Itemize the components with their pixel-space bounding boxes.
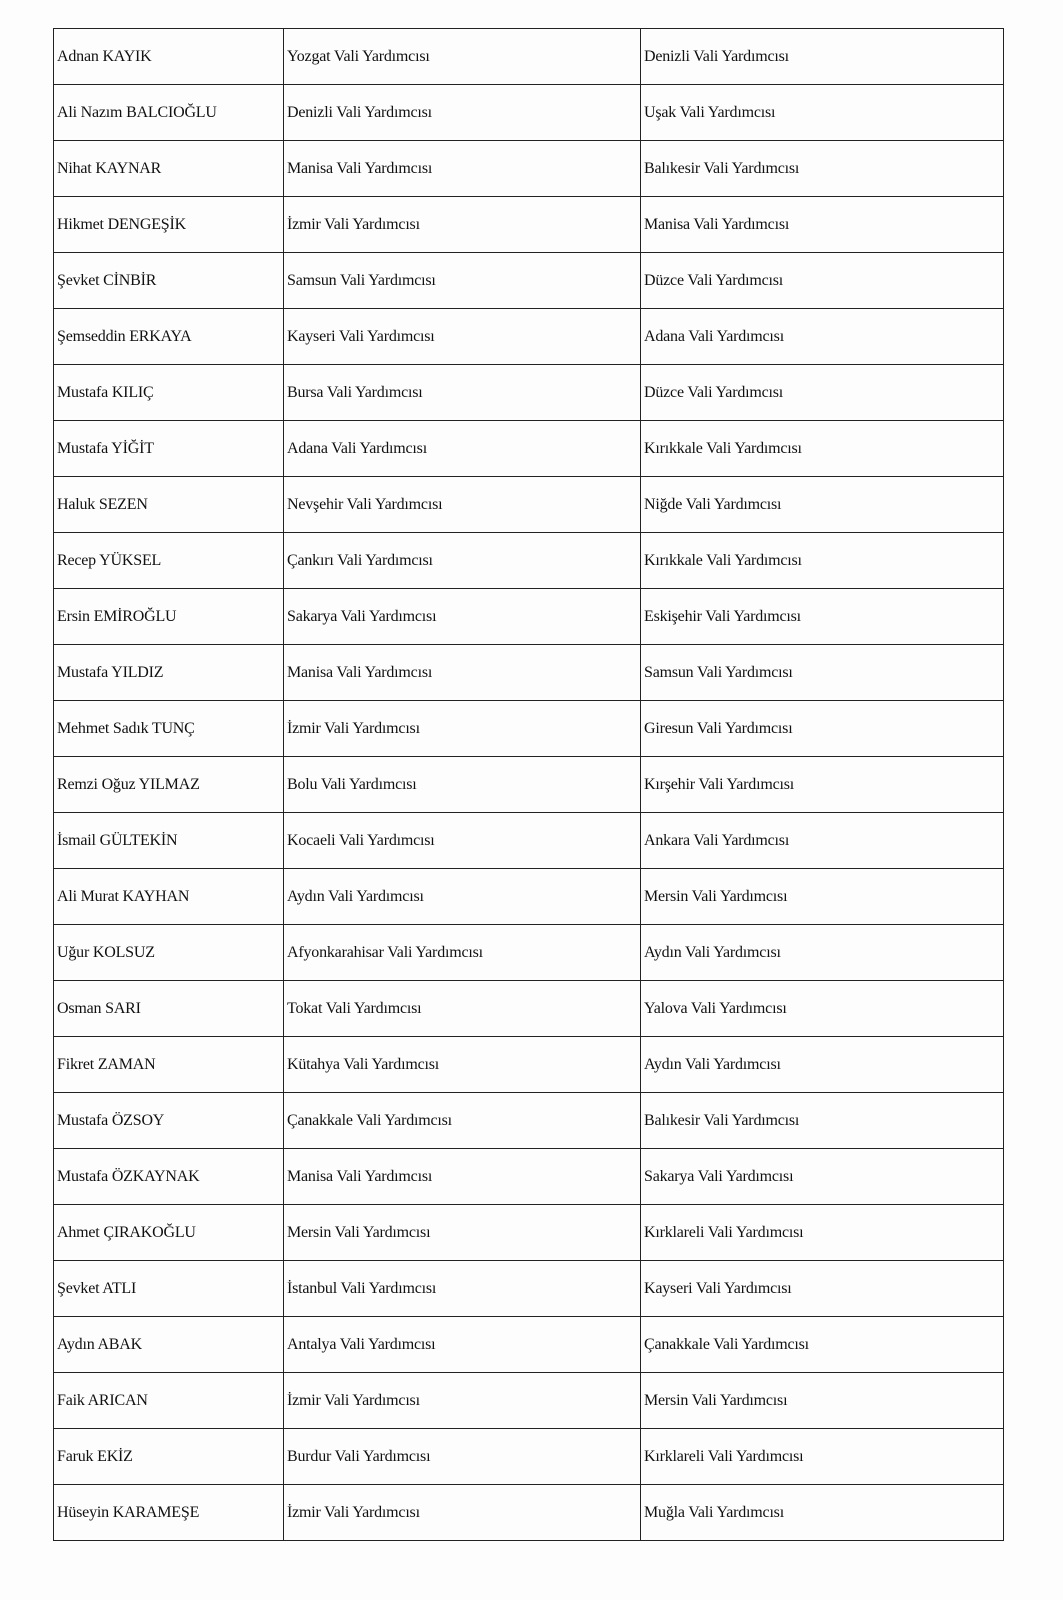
current-post-cell: Bolu Vali Yardımcısı [284, 757, 641, 813]
current-post-cell: Kütahya Vali Yardımcısı [284, 1037, 641, 1093]
person-name-cell: Mustafa YILDIZ [54, 645, 284, 701]
table-row [54, 85, 1004, 141]
current-post-cell: Yozgat Vali Yardımcısı [284, 29, 641, 85]
person-name-cell: Osman SARI [54, 981, 284, 1037]
current-post-cell: Samsun Vali Yardımcısı [284, 253, 641, 309]
current-post-cell: Tokat Vali Yardımcısı [284, 981, 641, 1037]
current-post-cell: Denizli Vali Yardımcısı [284, 85, 641, 141]
new-post-cell: Mersin Vali Yardımcısı [641, 1373, 1004, 1429]
new-post-cell: Ankara Vali Yardımcısı [641, 813, 1004, 869]
current-post-cell: Antalya Vali Yardımcısı [284, 1317, 641, 1373]
person-name-cell: Mustafa KILIÇ [54, 365, 284, 421]
new-post-cell: Kırklareli Vali Yardımcısı [641, 1429, 1004, 1485]
table-row [54, 645, 1004, 701]
current-post-cell: Manisa Vali Yardımcısı [284, 1149, 641, 1205]
person-name-cell: İsmail GÜLTEKİN [54, 813, 284, 869]
table-row [54, 1205, 1004, 1261]
table-row [54, 1429, 1004, 1485]
new-post-cell: Aydın Vali Yardımcısı [641, 925, 1004, 981]
new-post-cell: Balıkesir Vali Yardımcısı [641, 1093, 1004, 1149]
table-row [54, 1093, 1004, 1149]
table-row [54, 29, 1004, 85]
table-row [54, 869, 1004, 925]
table-row [54, 925, 1004, 981]
current-post-cell: Sakarya Vali Yardımcısı [284, 589, 641, 645]
new-post-cell: Uşak Vali Yardımcısı [641, 85, 1004, 141]
current-post-cell: İzmir Vali Yardımcısı [284, 197, 641, 253]
new-post-cell: Samsun Vali Yardımcısı [641, 645, 1004, 701]
current-post-cell: Aydın Vali Yardımcısı [284, 869, 641, 925]
current-post-cell: Burdur Vali Yardımcısı [284, 1429, 641, 1485]
new-post-cell: Balıkesir Vali Yardımcısı [641, 141, 1004, 197]
person-name-cell: Hüseyin KARAMEŞE [54, 1485, 284, 1541]
person-name-cell: Ali Murat KAYHAN [54, 869, 284, 925]
table-row [54, 813, 1004, 869]
person-name-cell: Remzi Oğuz YILMAZ [54, 757, 284, 813]
new-post-cell: Düzce Vali Yardımcısı [641, 253, 1004, 309]
table-row [54, 1037, 1004, 1093]
new-post-cell: Adana Vali Yardımcısı [641, 309, 1004, 365]
new-post-cell: Kırıkkale Vali Yardımcısı [641, 533, 1004, 589]
current-post-cell: Manisa Vali Yardımcısı [284, 141, 641, 197]
table-row [54, 1149, 1004, 1205]
person-name-cell: Şevket CİNBİR [54, 253, 284, 309]
current-post-cell: İzmir Vali Yardımcısı [284, 1485, 641, 1541]
person-name-cell: Mehmet Sadık TUNÇ [54, 701, 284, 757]
current-post-cell: Nevşehir Vali Yardımcısı [284, 477, 641, 533]
new-post-cell: Manisa Vali Yardımcısı [641, 197, 1004, 253]
table-row [54, 757, 1004, 813]
person-name-cell: Uğur KOLSUZ [54, 925, 284, 981]
person-name-cell: Mustafa ÖZKAYNAK [54, 1149, 284, 1205]
current-post-cell: Kocaeli Vali Yardımcısı [284, 813, 641, 869]
table-row [54, 701, 1004, 757]
current-post-cell: İzmir Vali Yardımcısı [284, 1373, 641, 1429]
current-post-cell: Mersin Vali Yardımcısı [284, 1205, 641, 1261]
new-post-cell: Niğde Vali Yardımcısı [641, 477, 1004, 533]
new-post-cell: Yalova Vali Yardımcısı [641, 981, 1004, 1037]
current-post-cell: Çanakkale Vali Yardımcısı [284, 1093, 641, 1149]
table-row [54, 981, 1004, 1037]
new-post-cell: Sakarya Vali Yardımcısı [641, 1149, 1004, 1205]
current-post-cell: İzmir Vali Yardımcısı [284, 701, 641, 757]
table-row [54, 1317, 1004, 1373]
person-name-cell: Şemseddin ERKAYA [54, 309, 284, 365]
person-name-cell: Aydın ABAK [54, 1317, 284, 1373]
current-post-cell: Kayseri Vali Yardımcısı [284, 309, 641, 365]
new-post-cell: Kayseri Vali Yardımcısı [641, 1261, 1004, 1317]
table-row [54, 365, 1004, 421]
table-row [54, 1261, 1004, 1317]
table-row [54, 197, 1004, 253]
current-post-cell: Manisa Vali Yardımcısı [284, 645, 641, 701]
person-name-cell: Haluk SEZEN [54, 477, 284, 533]
new-post-cell: Denizli Vali Yardımcısı [641, 29, 1004, 85]
table-row [54, 477, 1004, 533]
table-row [54, 1485, 1004, 1541]
person-name-cell: Ali Nazım BALCIOĞLU [54, 85, 284, 141]
table-row [54, 589, 1004, 645]
person-name-cell: Faik ARICAN [54, 1373, 284, 1429]
appointment-table [53, 28, 1004, 1541]
table-row [54, 309, 1004, 365]
person-name-cell: Fikret ZAMAN [54, 1037, 284, 1093]
person-name-cell: Recep YÜKSEL [54, 533, 284, 589]
new-post-cell: Kırşehir Vali Yardımcısı [641, 757, 1004, 813]
person-name-cell: Şevket ATLI [54, 1261, 284, 1317]
table-row [54, 1373, 1004, 1429]
person-name-cell: Faruk EKİZ [54, 1429, 284, 1485]
new-post-cell: Kırıkkale Vali Yardımcısı [641, 421, 1004, 477]
table-row [54, 253, 1004, 309]
person-name-cell: Mustafa YİĞİT [54, 421, 284, 477]
current-post-cell: Çankırı Vali Yardımcısı [284, 533, 641, 589]
table-row [54, 141, 1004, 197]
new-post-cell: Düzce Vali Yardımcısı [641, 365, 1004, 421]
new-post-cell: Aydın Vali Yardımcısı [641, 1037, 1004, 1093]
person-name-cell: Nihat KAYNAR [54, 141, 284, 197]
person-name-cell: Ahmet ÇIRAKOĞLU [54, 1205, 284, 1261]
new-post-cell: Kırklareli Vali Yardımcısı [641, 1205, 1004, 1261]
person-name-cell: Adnan KAYIK [54, 29, 284, 85]
person-name-cell: Hikmet DENGEŞİK [54, 197, 284, 253]
table-row [54, 421, 1004, 477]
current-post-cell: Adana Vali Yardımcısı [284, 421, 641, 477]
current-post-cell: Bursa Vali Yardımcısı [284, 365, 641, 421]
current-post-cell: Afyonkarahisar Vali Yardımcısı [284, 925, 641, 981]
new-post-cell: Muğla Vali Yardımcısı [641, 1485, 1004, 1541]
table-row [54, 533, 1004, 589]
person-name-cell: Ersin EMİROĞLU [54, 589, 284, 645]
new-post-cell: Giresun Vali Yardımcısı [641, 701, 1004, 757]
new-post-cell: Çanakkale Vali Yardımcısı [641, 1317, 1004, 1373]
appointment-table-body [54, 29, 1004, 1541]
new-post-cell: Eskişehir Vali Yardımcısı [641, 589, 1004, 645]
person-name-cell: Mustafa ÖZSOY [54, 1093, 284, 1149]
new-post-cell: Mersin Vali Yardımcısı [641, 869, 1004, 925]
current-post-cell: İstanbul Vali Yardımcısı [284, 1261, 641, 1317]
